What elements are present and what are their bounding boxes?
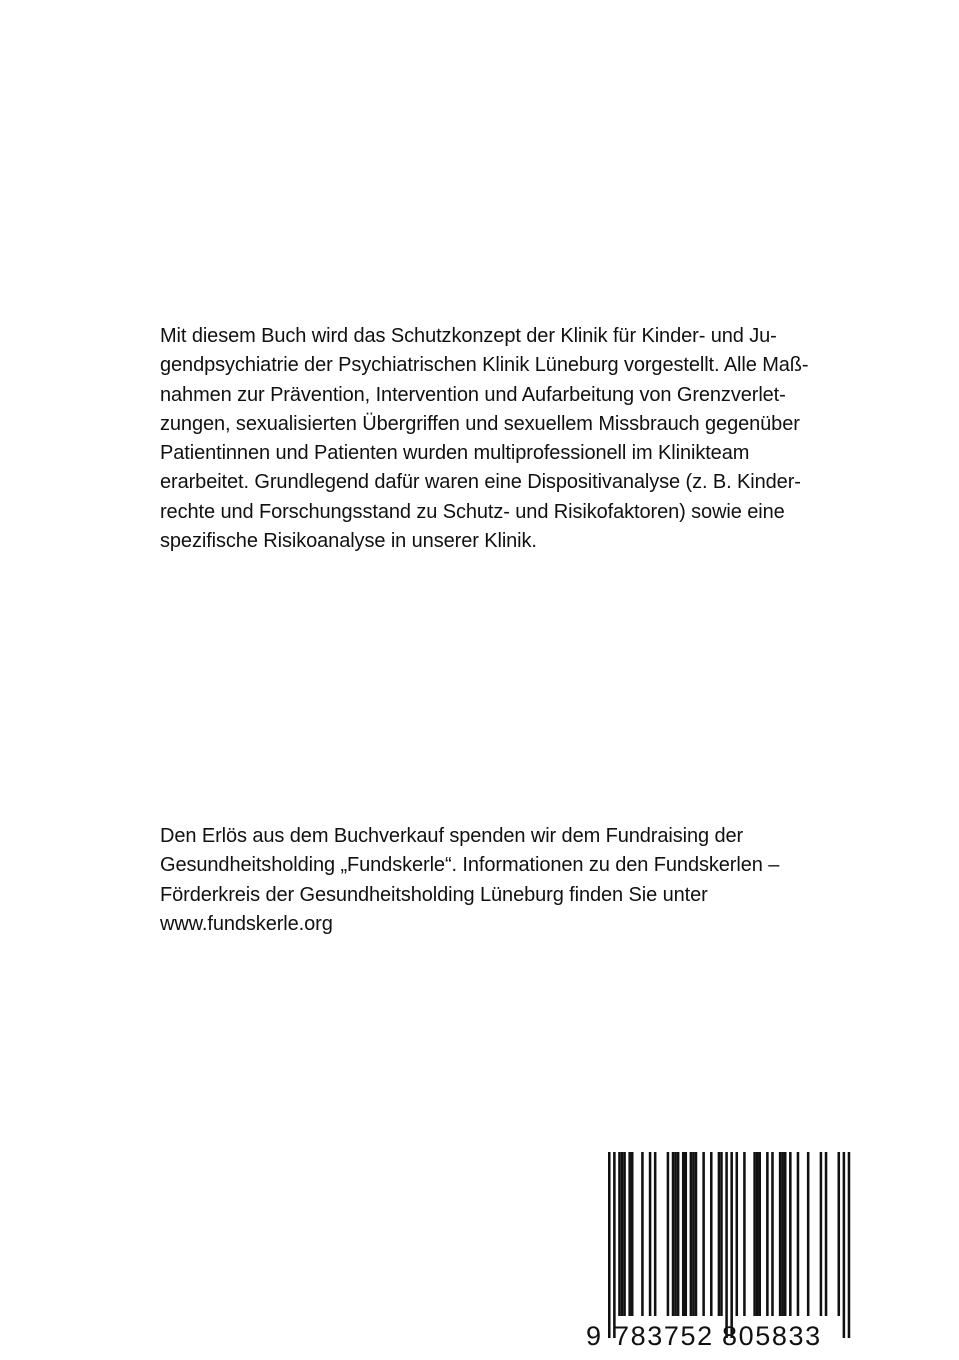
description-line: zungen, sexualisierten Übergriffen und sexuellem Missbrauch gegenüber: [160, 412, 800, 435]
barcode-bar: [789, 1152, 792, 1316]
barcode-guard-bar: [725, 1152, 728, 1338]
barcode-bar: [720, 1152, 723, 1316]
barcode-bar: [710, 1152, 713, 1316]
barcode-bar: [784, 1152, 787, 1316]
barcode-bar: [667, 1152, 670, 1316]
barcode-bar: [628, 1152, 631, 1316]
barcode-bar: [779, 1152, 782, 1316]
description-line: Mit diesem Buch wird das Schutzkonzept der Klinik für Kinder- und Ju-: [160, 325, 777, 347]
barcode-guard-bar: [848, 1152, 851, 1338]
barcode-bar: [781, 1152, 784, 1316]
description-line: spezifische Risikoanalyse in unserer Klinik.: [160, 530, 537, 553]
barcode-guard-bar: [843, 1152, 846, 1338]
barcode-bar: [672, 1152, 675, 1316]
barcode-bar: [641, 1152, 644, 1316]
barcode-bar: [771, 1152, 774, 1316]
barcode-bar: [758, 1152, 761, 1316]
barcode-bar: [736, 1152, 739, 1316]
donation-line: Gesundheitsholding „Fundskerle“. Informationen zu den Fundskerlen –: [160, 854, 780, 877]
barcode-bar: [743, 1152, 746, 1316]
barcode-bar: [838, 1152, 841, 1316]
donation-line: Den Erlös aus dem Buchverkauf spenden wir dem Fundraising der: [160, 825, 744, 847]
barcode-guard-bar: [730, 1152, 733, 1338]
barcode-bar: [682, 1152, 685, 1316]
website-url: www.fundskerle.org: [160, 912, 333, 935]
barcode-bar: [766, 1152, 769, 1316]
barcode-bar: [621, 1152, 624, 1316]
barcode-bar: [654, 1152, 657, 1316]
barcode-bar: [718, 1152, 721, 1316]
barcode-right-digits: 805833: [722, 1321, 822, 1351]
barcode-bar: [649, 1152, 652, 1316]
barcode-bar: [631, 1152, 634, 1316]
barcode-bar: [677, 1152, 680, 1316]
barcode-left-digits: 783752: [614, 1321, 714, 1351]
description-line: gendpsychiatrie der Psychiatrischen Klinik Lüneburg vorgestellt. Alle Maß-: [160, 354, 809, 377]
barcode-bar: [695, 1152, 698, 1316]
description-line: Patientinnen und Patienten wurden multiprofessionell im Klinikteam: [160, 442, 750, 465]
barcode-bar: [692, 1152, 695, 1316]
barcode-bar: [623, 1152, 626, 1316]
barcode-guard-bar: [613, 1152, 616, 1338]
isbn-barcode: [586, 1152, 854, 1352]
barcode-bar: [685, 1152, 688, 1316]
donation-line: Förderkreis der Gesundheitsholding Lüneburg finden Sie unter: [160, 883, 708, 906]
barcode-bar: [820, 1152, 823, 1316]
description-line: erarbeitet. Grundlegend dafür waren eine Dispositivanalyse (z. B. Kinder-: [160, 471, 801, 494]
barcode-guard-bar: [608, 1152, 611, 1338]
book-description: [160, 322, 860, 556]
donation-note: [160, 822, 860, 939]
description-line: rechte und Forschungsstand zu Schutz- und Risikofaktoren) sowie eine: [160, 500, 785, 523]
barcode-bar: [618, 1152, 621, 1316]
barcode-bar: [797, 1152, 800, 1316]
barcode-bar: [702, 1152, 705, 1316]
barcode-bar: [674, 1152, 677, 1316]
description-line: nahmen zur Prävention, Intervention und Aufarbeitung von Grenzverlet-: [160, 383, 786, 406]
barcode-bar: [753, 1152, 756, 1316]
barcode-bar: [807, 1152, 810, 1316]
barcode-bar: [756, 1152, 759, 1316]
barcode-first-digit: 9: [586, 1321, 603, 1351]
barcode-bar: [825, 1152, 828, 1316]
barcode-bar: [690, 1152, 693, 1316]
